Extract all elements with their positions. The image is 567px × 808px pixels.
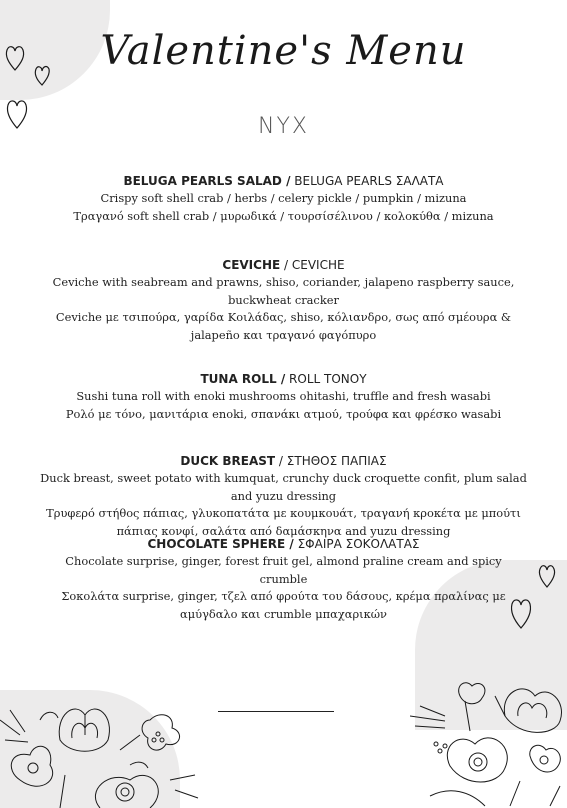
course-name: BELUGA PEARLS SALAD / (123, 174, 291, 188)
course-description-en: Chocolate surprise, ginger, forest fruit gel, almond praline cream and spicy crumble (65, 554, 502, 586)
course-item (40, 535, 527, 623)
line-art-floral-icon (410, 676, 567, 808)
heart-outline-icon (536, 560, 558, 590)
course-item (40, 370, 527, 452)
signature-divider (218, 711, 334, 712)
course-name: DUCK BREAST (180, 454, 276, 468)
course-name-greek: ΣΦΑΙΡΑ ΣΟΚΟΛΑΤΑΣ (297, 537, 420, 551)
course-description-en: Sushi tuna roll with enoki mushrooms ohitashi, truffle and fresh wasabi (76, 389, 491, 403)
course-name: CEVICHE (222, 258, 281, 272)
restaurant-name: NYX (258, 114, 309, 139)
course-name: CHOCOLATE SPHERE / (147, 537, 294, 551)
course-item (40, 172, 527, 256)
course-heading (40, 172, 527, 190)
course-heading (40, 452, 527, 470)
course-description-gr: Ρολό με τόνο, μανιτάρια enoki, σπανάκι ατμού, τρούφα και φρέσκο wasabi (65, 406, 502, 421)
course-name-greek: / CEVICHE (284, 258, 345, 272)
course-description-gr: Ceviche με τσιπούρα, γαρίδα Κοιλάδας, shiso, κόλιανδρο, σως από σμέουρα & jalapeño και τραγανό φαγόπυρο (55, 310, 512, 342)
course-list (40, 172, 527, 623)
course-description-en: Ceviche with seabream and prawns, shiso, coriander, jalapeno raspberry sauce, buckwheat cracker (52, 275, 515, 307)
course-heading (40, 535, 527, 553)
course-description-gr: Σοκολάτα surprise, ginger, τζελ από φρούτα του δάσους, κρέμα πραλίνας με αμύγδαλο και crumble μπαχαρικών (61, 589, 506, 621)
course-description-gr: Τρυφερό στήθος πάπιας, γλυκοπατάτα με κουμκουάτ, τραγανή κροκέτα με μπούτι πάπιας κονφί, σαλάτα από δαμάσκηνα and yuzu dressing (46, 506, 521, 538)
course-heading (40, 256, 527, 274)
course-name-greek: BELUGA PEARLS ΣΑΛΑΤΑ (294, 174, 444, 188)
course-name-greek: / ΣΤΗΘΟΣ ΠΑΠΙΑΣ (278, 454, 387, 468)
course-description-en: Duck breast, sweet potato with kumquat, crunchy duck croquette confit, plum salad and yuzu dressing (40, 471, 527, 503)
course-item (40, 452, 527, 538)
course-heading (40, 370, 527, 388)
course-description-gr: Τραγανό soft shell crab / μυρωδικά / τουρσίσέλινου / κολοκύθα / mizuna (73, 208, 494, 223)
course-item (40, 256, 527, 370)
course-description-en: Crispy soft shell crab / herbs / celery pickle / pumpkin / mizuna (100, 191, 467, 205)
course-name: TUNA ROLL / (200, 372, 286, 386)
menu-title: Valentine's Menu (100, 28, 467, 74)
course-name-greek: ROLL ΤΟΝΟΥ (289, 372, 367, 386)
line-art-floral-icon (0, 680, 200, 808)
